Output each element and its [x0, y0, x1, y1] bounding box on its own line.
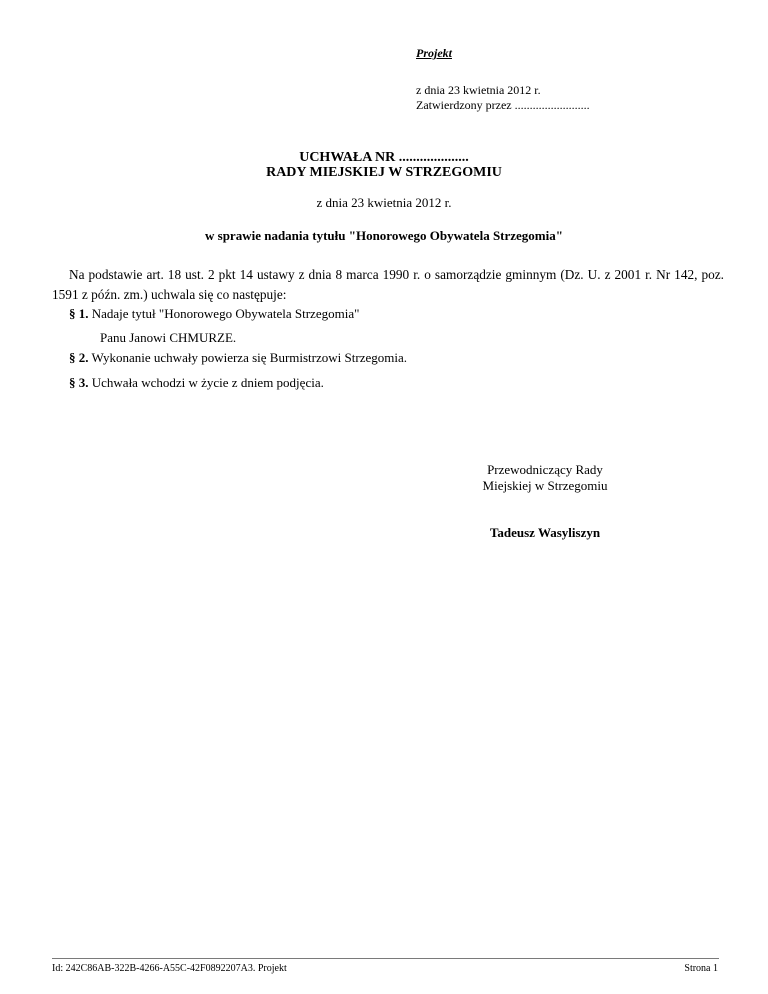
draft-label: Projekt	[416, 46, 452, 60]
meta-approved: Zatwierdzony przez .........................	[416, 98, 590, 112]
title-line-2: RADY MIEJSKIEJ W STRZEGOMIU	[266, 165, 502, 180]
resolution-date: z dnia 23 kwietnia 2012 r.	[316, 195, 452, 210]
paragraph-3-text: Uchwała wchodzi w życie z dniem podjęcia.	[91, 375, 324, 390]
paragraph-2	[69, 350, 407, 366]
paragraph-3	[69, 375, 324, 391]
paragraph-3-number: § 3.	[69, 375, 89, 390]
resolution-subject: w sprawie nadania tytułu "Honorowego Obywatela Strzegomia"	[205, 228, 563, 243]
paragraph-1-recipient: Panu Janowi CHMURZE.	[100, 330, 237, 345]
title-line-1: UCHWAŁA NR ....................	[299, 150, 469, 165]
preamble-text: Na podstawie art. 18 ust. 2 pkt 14 ustawy z dnia 8 marca 1990 r. o samorządzie gminnym (Dz. U. z 2001 r. Nr 142, poz. 1591 z późn. zm.) uchwala się co następuje:	[52, 267, 724, 302]
document-meta	[416, 46, 590, 113]
signatory-role-line-1: Przewodniczący Rady	[487, 462, 603, 477]
signatory-role-line-2: Miejskiej w Strzegomiu	[482, 478, 608, 493]
resolution-title	[0, 150, 768, 180]
paragraph-1	[69, 306, 359, 322]
meta-date: z dnia 23 kwietnia 2012 r.	[416, 83, 541, 97]
paragraph-2-number: § 2.	[69, 350, 89, 365]
footer-page-number: Strona 1	[684, 963, 718, 974]
footer-divider	[52, 958, 719, 959]
paragraph-1-number: § 1.	[69, 306, 89, 321]
footer-document-id: Id: 242C86AB-322B-4266-A55C-42F0892207A3. Projekt	[52, 963, 287, 974]
signatory-role	[455, 462, 635, 494]
signatory-name: Tadeusz Wasyliszyn	[489, 525, 601, 540]
paragraph-2-text: Wykonanie uchwały powierza się Burmistrzowi Strzegomia.	[91, 350, 407, 365]
paragraph-1-text: Nadaje tytuł "Honorowego Obywatela Strzegomia"	[91, 306, 360, 321]
